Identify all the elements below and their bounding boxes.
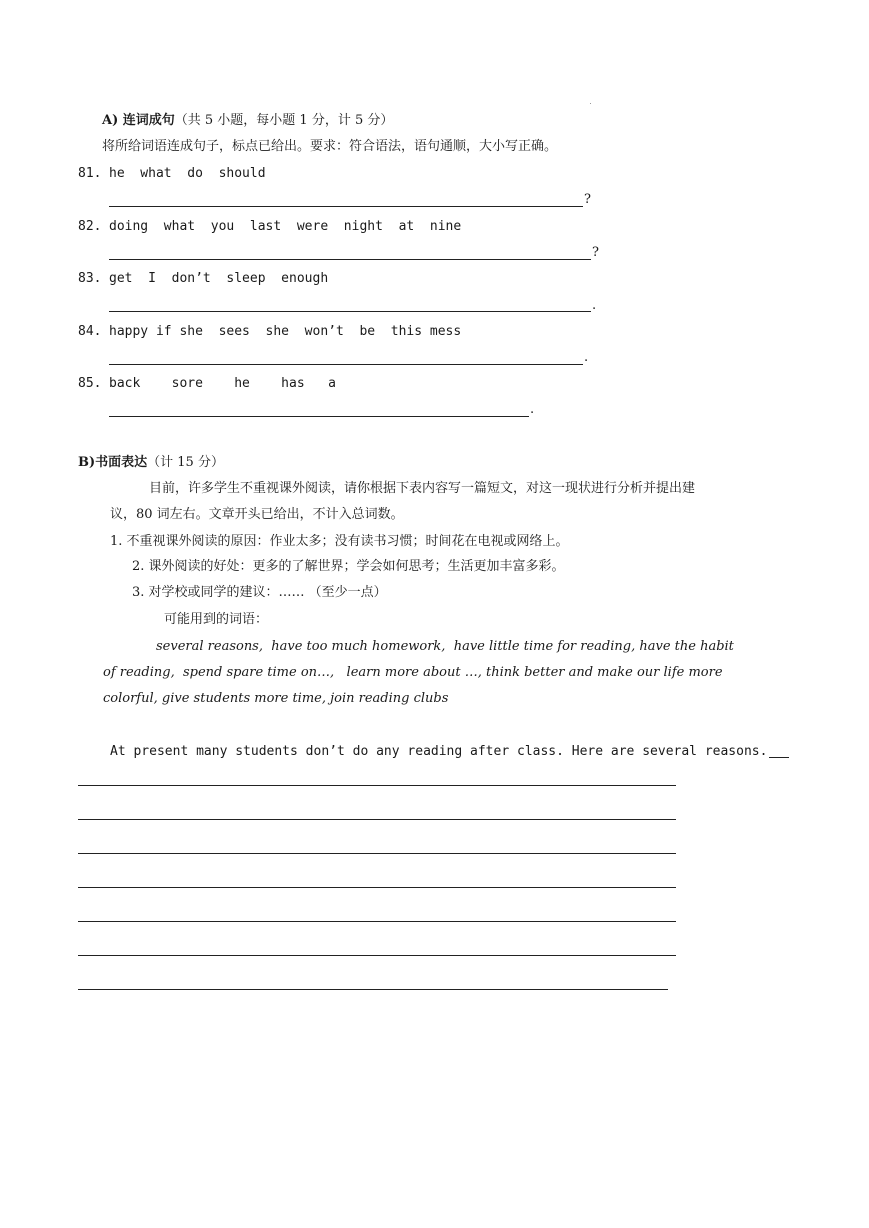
section-b-heading: B)书面表达 <box>78 455 148 470</box>
item-85-words: back sore he has a <box>109 376 336 391</box>
section-b-point-3: 3. 对学校或同学的建议：…… （至少一点） <box>132 585 387 600</box>
item-81-punct: ? <box>584 192 591 207</box>
item-83-words: get I don’t sleep enough <box>109 271 329 286</box>
item-81-words: he what do should <box>109 166 266 181</box>
essay-line-2[interactable] <box>78 819 676 820</box>
stray-dot <box>590 103 591 104</box>
item-84-words: happy if she sees she won’t be this mess <box>109 324 462 339</box>
section-b-intro-line2: 议，80 词左右。文章开头已给出，不计入总词数。 <box>110 507 404 522</box>
essay-line-3[interactable] <box>78 853 676 854</box>
item-83-punct: . <box>592 298 597 313</box>
essay-line-4[interactable] <box>78 887 676 888</box>
item-84-punct: . <box>584 350 589 365</box>
essay-line-7[interactable] <box>78 989 668 990</box>
section-a-heading-note: （共 5 小题，每小题 1 分，计 5 分） <box>174 113 394 128</box>
item-83-number: 83. <box>78 271 102 286</box>
item-82-words: doing what you last were night at nine <box>109 219 462 234</box>
item-82-punct: ? <box>592 245 599 260</box>
useful-words-line2: of reading, spend spare time on…, learn more about …, think better and make our life more <box>103 665 723 680</box>
item-85-punct: . <box>530 402 535 417</box>
section-b-heading-note: （计 15 分） <box>147 455 224 470</box>
item-84-answer-line[interactable] <box>109 364 583 365</box>
item-85-answer-line[interactable] <box>109 416 529 417</box>
item-84-number: 84. <box>78 324 102 339</box>
section-a-heading-row <box>102 113 393 129</box>
item-82-answer-line[interactable] <box>109 259 591 260</box>
essay-line-6[interactable] <box>78 955 676 956</box>
essay-line-5[interactable] <box>78 921 676 922</box>
section-b-point-1: 1. 不重视课外阅读的原因：作业太多；没有读书习惯；时间花在电视或网络上。 <box>110 534 569 549</box>
section-b-intro-line1: 目前，许多学生不重视课外阅读，请你根据下表内容写一篇短文，对这一现状进行分析并提出建 <box>149 481 696 496</box>
section-b-point-2: 2. 课外阅读的好处：更多的了解世界；学会如何思考；生活更加丰富多彩。 <box>132 559 565 574</box>
useful-words-line3: colorful, give students more time, join reading clubs <box>103 691 449 706</box>
useful-words-line1: several reasons, have too much homework, have little time for reading, have the habit <box>156 639 734 654</box>
item-81-answer-line[interactable] <box>109 206 583 207</box>
section-b-heading-row <box>78 455 224 471</box>
essay-line-1[interactable] <box>78 785 676 786</box>
item-81-number: 81. <box>78 166 102 181</box>
item-82-number: 82. <box>78 219 102 234</box>
section-a-heading: A) 连词成句 <box>102 113 175 128</box>
useful-words-label: 可能用到的词语： <box>164 612 269 627</box>
essay-opening-blank[interactable] <box>769 757 789 758</box>
essay-opening: At present many students don’t do any reading after class. Here are several reasons. <box>110 744 768 759</box>
item-83-answer-line[interactable] <box>109 311 591 312</box>
item-85-number: 85. <box>78 376 102 391</box>
section-a-instruction: 将所给词语连成句子，标点已给出。要求：符合语法，语句通顺，大小写正确。 <box>102 139 558 154</box>
